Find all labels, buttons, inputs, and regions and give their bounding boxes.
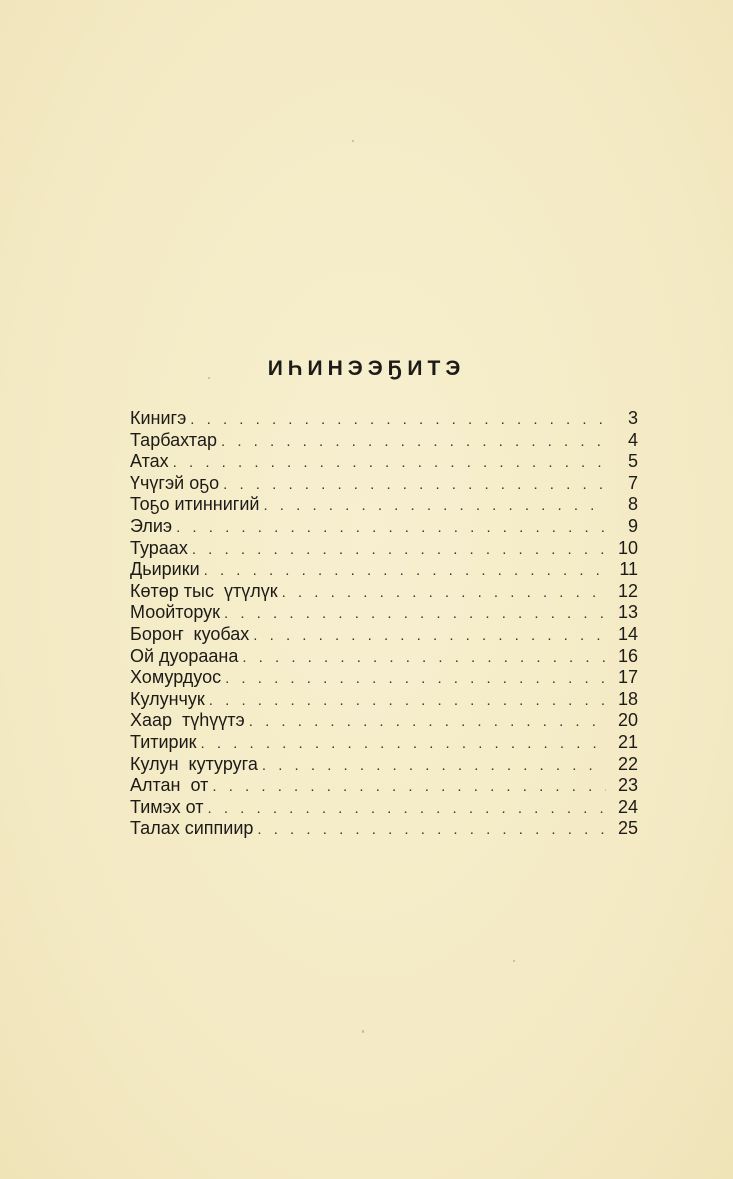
toc-entry-title: Дьирики xyxy=(130,559,200,580)
toc-entry-page: 21 xyxy=(617,731,638,752)
toc-entry-title: Моойторук xyxy=(130,602,221,623)
toc-entry-page: 5 xyxy=(627,451,638,472)
toc-entry xyxy=(130,538,638,560)
toc-leader-dots xyxy=(225,668,606,690)
toc-leader-dots xyxy=(204,560,606,582)
paper-speck xyxy=(208,377,210,379)
toc-entry xyxy=(130,710,638,732)
toc-entry xyxy=(130,667,638,689)
paper-speck xyxy=(352,140,354,142)
toc-entry-page: 11 xyxy=(619,559,638,580)
toc-entry-page: 7 xyxy=(627,472,638,493)
toc-entry-title: Атах xyxy=(130,451,169,472)
toc-entry xyxy=(130,624,638,646)
toc-entry-title: Кулунчук xyxy=(130,688,205,709)
toc-entry-title: Тураах xyxy=(130,537,188,558)
toc-leader-dots xyxy=(224,603,606,625)
toc-entry-page: 22 xyxy=(617,753,638,774)
toc-entry-page: 8 xyxy=(627,494,638,515)
toc-leader-dots xyxy=(192,539,606,561)
toc-leader-dots xyxy=(257,819,606,841)
toc-leader-dots xyxy=(249,711,606,733)
toc-entry-title: Көтөр тыс үтүлүк xyxy=(130,580,278,601)
paper-speck xyxy=(513,960,515,962)
toc-entry-page: 25 xyxy=(617,818,638,839)
toc-entry-title: Ой дуораана xyxy=(130,645,239,666)
toc-entry-page: 20 xyxy=(617,710,638,731)
toc-entry xyxy=(130,775,638,797)
toc-entry-title: Тоҕо итиннигий xyxy=(130,494,260,515)
toc-entry-title: Титирик xyxy=(130,731,197,752)
toc-entry-page: 10 xyxy=(617,537,638,558)
toc-entry-title: Кинигэ xyxy=(130,408,187,428)
toc-entry-page: 13 xyxy=(617,602,638,623)
toc-entry xyxy=(130,494,638,516)
page-title: ИҺИНЭЭҔИТЭ xyxy=(267,357,466,380)
toc-entry xyxy=(130,732,638,754)
toc-leader-dots xyxy=(282,582,606,604)
toc-leader-dots xyxy=(190,409,606,431)
toc-leader-dots xyxy=(207,798,606,820)
toc-entry xyxy=(130,581,638,603)
toc-leader-dots xyxy=(263,495,606,517)
toc-leader-dots xyxy=(253,625,606,647)
toc-entry-page: 4 xyxy=(627,429,638,450)
toc-entry-page: 18 xyxy=(617,688,638,709)
toc-entry-title: Кулун кутуруга xyxy=(130,753,258,774)
toc-leader-dots xyxy=(201,733,607,755)
toc-entry-page: 23 xyxy=(617,775,638,796)
toc-leader-dots xyxy=(176,517,606,539)
toc-leader-dots xyxy=(209,690,606,712)
toc-leader-dots xyxy=(173,452,606,474)
toc-entry xyxy=(130,818,638,840)
toc-entry-title: Элиэ xyxy=(130,515,173,536)
toc-entry xyxy=(130,754,638,776)
toc-entry-title: Тарбахтар xyxy=(130,429,217,450)
toc-entry-page: 3 xyxy=(627,408,638,428)
toc-entry-title: Бороҥ куобах xyxy=(130,623,250,644)
toc-entry-page: 12 xyxy=(617,580,638,601)
toc-entry-title: Алтан от xyxy=(130,775,209,796)
toc-entry xyxy=(130,473,638,495)
toc-entry-page: 16 xyxy=(617,645,638,666)
toc-leader-dots xyxy=(212,776,606,798)
toc-entry xyxy=(130,516,638,538)
toc-leader-dots xyxy=(262,755,606,777)
toc-entry-title: Хаар түһүүтэ xyxy=(130,710,245,731)
toc-entry-page: 14 xyxy=(617,623,638,644)
toc-entry xyxy=(130,602,638,624)
toc-entry xyxy=(130,430,638,452)
toc-entry-page: 9 xyxy=(627,515,638,536)
toc-entry xyxy=(130,451,638,473)
toc-entry-title: Хомурдуос xyxy=(130,667,222,688)
toc-entry-title: Тимэх от xyxy=(130,796,204,817)
toc-entry-title: Талах сиппиир xyxy=(130,818,254,839)
toc-entry xyxy=(130,559,638,581)
toc-entry xyxy=(130,408,638,430)
toc-leader-dots xyxy=(221,431,606,453)
toc-entry-page: 24 xyxy=(617,796,638,817)
toc-entry-title: Үчүгэй оҕо xyxy=(130,472,220,493)
paper-speck xyxy=(362,1030,364,1033)
toc-entry-page: 17 xyxy=(617,667,638,688)
toc-entry xyxy=(130,646,638,668)
toc-entry xyxy=(130,689,638,711)
toc-leader-dots xyxy=(223,474,606,496)
table-of-contents xyxy=(130,408,638,840)
toc-entry xyxy=(130,797,638,819)
toc-leader-dots xyxy=(242,647,606,669)
